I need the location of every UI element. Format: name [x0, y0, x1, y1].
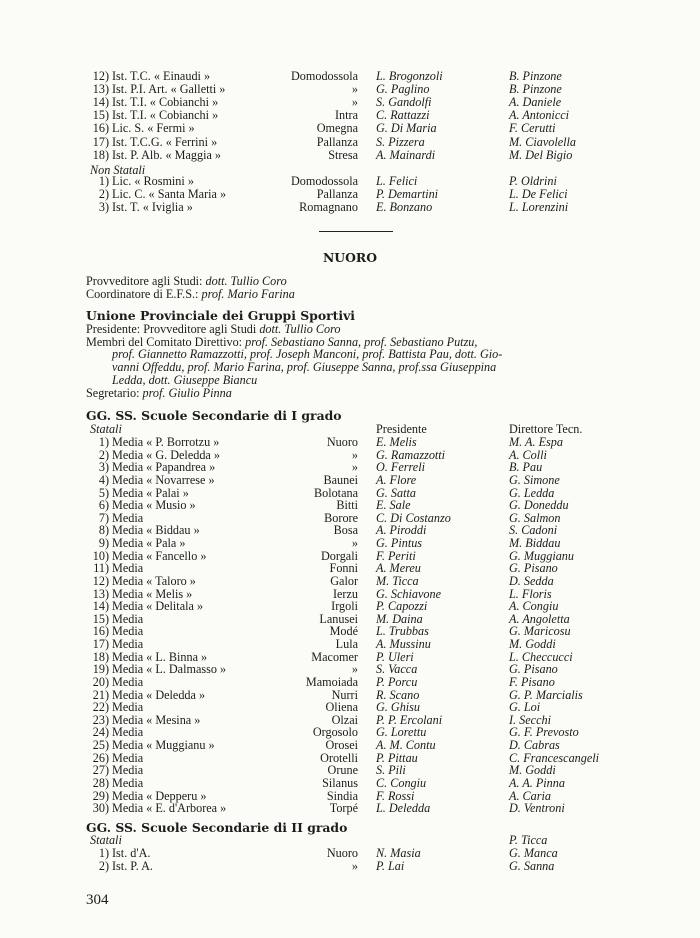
segretario-value: prof. Giulio Pinna [142, 386, 232, 400]
row-number: 17) [92, 134, 109, 149]
presidente-name: G. Di Maria [376, 121, 437, 136]
presidente-name: L. Brogonzoli [376, 69, 443, 83]
row-number: 13) [92, 82, 109, 97]
row-number: 17) [92, 637, 109, 652]
presidente-name: S. Vacca [376, 662, 418, 677]
city-name: Sindia [326, 788, 358, 803]
row-number: 19) [92, 662, 109, 677]
row-number: 3) [98, 460, 109, 475]
presidente-name: A. Mussinu [376, 637, 431, 652]
row-number: 1) [98, 435, 109, 449]
presidente-name: A. Mereu [376, 561, 421, 576]
presidente-name: G. Ramazzotti [376, 447, 446, 462]
city-name: Olzai [331, 712, 358, 727]
row-number: 25) [92, 738, 109, 753]
direttore-name: C. Francescangeli [509, 750, 600, 765]
city-name: Bosa [333, 523, 358, 538]
table-row [0, 83, 700, 96]
presidente-name: A. M. Contu [376, 738, 436, 753]
row-number: 21) [92, 687, 109, 702]
presidente-name: G. Ghisu [376, 700, 421, 715]
institute-name: Media [112, 700, 144, 715]
unione-heading: Unione Provinciale dei Gruppi Sportivi [86, 308, 355, 323]
row-number: 1) [98, 846, 109, 860]
page-number: 304 [86, 892, 109, 908]
institute-name: Media « L. Dalmasso » [112, 662, 227, 677]
presidente-name: G. Schiavone [376, 586, 441, 601]
membri-text-4: Ledda, dott. Giuseppe Biancu [112, 373, 258, 387]
city-name: Fonni [329, 561, 358, 576]
column-header-presidente: Presidente [376, 422, 427, 436]
city-name: Orune [327, 763, 358, 778]
direttore-name: L. Floris [509, 586, 552, 601]
direttore-name: M. Biddau [509, 536, 561, 551]
city-name: » [351, 858, 358, 873]
section-divider [319, 231, 393, 232]
presidente-name: S. Pili [376, 763, 406, 778]
city-name: Bitti [336, 498, 358, 513]
row-number: 26) [92, 750, 109, 765]
row-number: 28) [92, 776, 109, 790]
institute-name: Media [112, 750, 144, 765]
institute-name: Ist. T.I. « Cobianchi » [112, 108, 219, 123]
direttore-name: G. P. Marcialis [509, 687, 583, 702]
direttore-name: G. Maricosu [509, 624, 571, 639]
institute-name: Lic. S. « Fermi » [112, 121, 195, 136]
city-name: » [351, 460, 358, 475]
table-row [0, 575, 700, 588]
city-name: Modé [329, 624, 358, 639]
presidente-name: C. Rattazzi [376, 108, 430, 123]
direttore-name: G. F. Prevosto [509, 725, 579, 740]
presidente-name: S. Gandolfi [376, 95, 432, 110]
institute-name: Ist. T. « Iviglia » [112, 200, 193, 215]
institute-name: Media [112, 561, 144, 576]
institute-name: Ist. T.I. « Cobianchi » [112, 95, 219, 110]
gg2-heading: GG. SS. Scuole Secondarie di II grado [86, 820, 348, 835]
city-name: Torpé [329, 801, 358, 816]
institute-name: Ist. P.I. Art. « Galletti » [112, 82, 226, 97]
presidente-line [86, 323, 646, 336]
row-number: 27) [92, 763, 109, 778]
presidente-name: F. Rossi [376, 788, 415, 803]
direttore-name: D. Cabras [509, 738, 560, 753]
city-name: Baunei [323, 472, 358, 487]
direttore-name: G. Pisano [509, 561, 558, 576]
direttore-name: L. Lorenzini [509, 200, 569, 215]
presidente-name: A. Flore [376, 472, 417, 487]
direttore-name: A. Antonicci [509, 108, 570, 123]
membri-line-4 [112, 374, 672, 387]
direttore-name: B. Pau [509, 460, 543, 475]
presidente-name: R. Scano [376, 687, 420, 702]
institute-name: Media « Melis » [112, 586, 193, 601]
presidente-name: P. P. Ercolani [376, 712, 443, 727]
institute-name: Media « Biddau » [112, 523, 200, 538]
direttore-name: D. Sedda [509, 573, 554, 588]
membri-text-1: prof. Sebastiano Sanna, prof. Sebastiano Putzu, [245, 335, 478, 349]
direttore-name: L. De Felici [509, 187, 568, 202]
presidente-name: P. Demartini [376, 187, 439, 202]
presidente-name: G. Pintus [376, 536, 423, 551]
row-number: 8) [98, 523, 109, 538]
presidente-name: E. Melis [376, 435, 417, 449]
row-number: 15) [92, 611, 109, 626]
institute-name: Media « G. Deledda » [112, 447, 220, 462]
direttore-name: B. Pinzone [509, 69, 562, 83]
non-statali-label: Non Statali [90, 163, 146, 177]
institute-name: Lic. « Rosmini » [112, 174, 194, 188]
coordinatore-line [86, 288, 646, 301]
city-name: Stresa [328, 147, 358, 162]
city-name: Orosei [325, 738, 358, 753]
row-number: 7) [98, 510, 109, 525]
institute-name: Ist. T.C. « Einaudi » [112, 69, 211, 83]
table-row [0, 860, 700, 873]
direttore-name: A. Angoletta [509, 611, 570, 626]
institute-name: Media [112, 674, 144, 689]
city-name: » [351, 447, 358, 462]
city-name: Irgoli [331, 599, 358, 614]
direttore-name: G. Muggianu [509, 548, 574, 563]
presidente-name: P. Pittau [376, 750, 418, 765]
direttore-name: M. Ciavolella [509, 134, 577, 149]
direttore-name: M. Goddi [509, 637, 556, 652]
institute-name: Media « Musio » [112, 498, 196, 513]
row-number: 10) [92, 548, 109, 563]
presidente-name: P. Lai [376, 858, 405, 873]
direttore-name: G. Simone [509, 472, 560, 487]
row-number: 18) [92, 147, 109, 162]
row-number: 29) [92, 788, 109, 803]
direttore-name: L. Checcucci [509, 649, 573, 664]
presidente-name: E. Sale [376, 498, 411, 513]
row-number: 6) [98, 498, 109, 513]
row-number: 12) [92, 573, 109, 588]
presidente-name: E. Bonzano [376, 200, 433, 215]
direttore-name: G. Manca [509, 846, 558, 860]
institute-name: Media [112, 776, 144, 790]
row-number: 4) [98, 472, 109, 487]
city-name: » [351, 536, 358, 551]
presidente-label: Presidente: Provveditore agli Studi [86, 322, 257, 336]
row-number: 2) [98, 858, 109, 873]
table-row [0, 109, 700, 122]
direttore-name: G. Salmon [509, 510, 561, 525]
city-name: Lanusei [319, 611, 358, 626]
city-name: Domodossola [290, 174, 358, 188]
city-name: Nurri [331, 687, 358, 702]
city-name: Nuoro [326, 435, 358, 449]
city-name: Bolotana [313, 485, 358, 500]
city-name: Dorgali [320, 548, 358, 563]
table-row [0, 122, 700, 135]
gg2-extra-direttore: P. Ticca [509, 833, 548, 847]
column-header-direttore: Direttore Tecn. [509, 422, 583, 436]
direttore-name: A. Daniele [509, 95, 562, 110]
direttore-name: M. Goddi [509, 763, 556, 778]
institute-name: Media « Deledda » [112, 687, 206, 702]
presidente-name: C. Di Costanzo [376, 510, 451, 525]
city-name: » [351, 82, 358, 97]
direttore-name: G. Loi [509, 700, 541, 715]
presidente-name: O. Ferreli [376, 460, 425, 475]
row-number: 22) [92, 700, 109, 715]
city-name: Ierzu [332, 586, 358, 601]
row-number: 23) [92, 712, 109, 727]
city-name: Pallanza [316, 187, 358, 202]
row-number: 15) [92, 108, 109, 123]
membri-label: Membri del Comitato Direttivo: [86, 335, 243, 349]
membri-text-2: prof. Giannetto Ramazzotti, prof. Joseph Manconi, prof. Battista Pau, dott. Gio- [112, 347, 503, 361]
row-number: 12) [92, 69, 109, 83]
row-number: 2) [98, 447, 109, 462]
direttore-name: F. Cerutti [509, 121, 556, 136]
membri-line-2 [112, 348, 672, 361]
city-name: Silanus [322, 776, 358, 790]
institute-name: Media « Depperu » [112, 788, 207, 803]
institute-name: Media « Pala » [112, 536, 186, 551]
provveditore-label: Provveditore agli Studi: [86, 274, 203, 288]
institute-name: Ist. d'A. [112, 846, 151, 860]
direttore-name: F. Pisano [509, 674, 555, 689]
city-name: » [351, 95, 358, 110]
city-name: Domodossola [290, 69, 358, 83]
presidente-name: L. Deledda [376, 801, 431, 816]
presidente-name: A. Mainardi [376, 147, 436, 162]
row-number: 1) [98, 174, 109, 188]
direttore-name: A. Congiu [509, 599, 559, 614]
segretario-line [86, 387, 646, 400]
statali-label: Statali [90, 422, 122, 436]
coordinatore-value: prof. Mario Farina [201, 287, 295, 301]
institute-name: Lic. C. « Santa Maria » [112, 187, 227, 202]
institute-name: Media [112, 624, 144, 639]
row-number: 9) [98, 536, 109, 551]
institute-name: Ist. T.C.G. « Ferrini » [112, 134, 218, 149]
direttore-name: M. Del Bigio [509, 147, 573, 162]
table-row [0, 96, 700, 109]
row-number: 20) [92, 674, 109, 689]
city-name: Oliena [325, 700, 358, 715]
institute-name: Media « L. Binna » [112, 649, 208, 664]
table-row [0, 201, 700, 214]
institute-name: Media « Muggianu » [112, 738, 215, 753]
row-number: 14) [92, 599, 109, 614]
presidente-name: P. Uleri [376, 649, 414, 664]
membri-line-3 [112, 361, 672, 374]
table-row [0, 188, 700, 201]
institute-name: Media [112, 637, 144, 652]
provveditore-value: dott. Tullio Coro [205, 274, 287, 288]
presidente-name: P. Capozzi [376, 599, 428, 614]
direttore-name: D. Ventroni [509, 801, 565, 816]
direttore-name: G. Sanna [509, 858, 555, 873]
institute-name: Media « Taloro » [112, 573, 196, 588]
row-number: 3) [98, 200, 109, 215]
presidente-name: L. Trubbas [376, 624, 429, 639]
city-name: Pallanza [316, 134, 358, 149]
segretario-label: Segretario: [86, 386, 140, 400]
table-row [0, 70, 700, 83]
row-number: 13) [92, 586, 109, 601]
direttore-name: M. A. Espa [509, 435, 563, 449]
city-name: Orgosolo [312, 725, 358, 740]
institute-name: Media « Novarrese » [112, 472, 215, 487]
direttore-name: A. Caria [509, 788, 551, 803]
city-name: Lula [335, 637, 358, 652]
direttore-name: P. Oldrini [509, 174, 557, 188]
city-name: Mamoiada [305, 674, 358, 689]
direttore-name: A. A. Pinna [509, 776, 565, 790]
gg1-heading: GG. SS. Scuole Secondarie di I grado [86, 408, 342, 423]
institute-name: Media [112, 763, 144, 778]
row-number: 16) [92, 121, 109, 136]
presidente-name: G. Lorettu [376, 725, 427, 740]
gg2-statali-label: Statali [90, 833, 122, 847]
table-row [0, 175, 700, 188]
direttore-name: G. Pisano [509, 662, 558, 677]
row-number: 30) [92, 801, 109, 816]
row-number: 11) [93, 561, 109, 576]
presidente-name: L. Felici [376, 174, 418, 188]
table-row [0, 136, 700, 149]
section-title: NUORO [322, 250, 377, 265]
institute-name: Media « P. Borrotzu » [112, 435, 220, 449]
direttore-name: G. Ledda [509, 485, 555, 500]
institute-name: Media [112, 510, 144, 525]
city-name: Macomer [311, 649, 358, 664]
presidente-name: S. Pizzera [376, 134, 425, 149]
institute-name: Ist. P. A. [112, 858, 153, 873]
table-row [0, 149, 700, 162]
city-name: Intra [334, 108, 358, 123]
presidente-name: C. Congiu [376, 776, 427, 790]
row-number: 18) [92, 649, 109, 664]
institute-name: Media « Papandrea » [112, 460, 216, 475]
presidente-value: dott. Tullio Coro [259, 322, 341, 336]
table-row [0, 474, 700, 487]
presidente-name: M. Ticca [376, 573, 419, 588]
city-name: Galor [330, 573, 358, 588]
institute-name: Media « Delitala » [112, 599, 204, 614]
presidente-name: N. Masia [376, 846, 421, 860]
row-number: 16) [92, 624, 109, 639]
institute-name: Ist. P. Alb. « Maggia » [112, 147, 222, 162]
presidente-name: F. Periti [376, 548, 416, 563]
coordinatore-label: Coordinatore di E.F.S.: [86, 287, 199, 301]
direttore-name: G. Doneddu [509, 498, 569, 513]
city-name: Omegna [316, 121, 358, 136]
presidente-name: P. Porcu [376, 674, 418, 689]
membri-text-3: vanni Offeddu, prof. Mario Farina, prof. Giuseppe Sanna, prof.ssa Giuseppina [112, 360, 497, 374]
city-name: » [351, 662, 358, 677]
institute-name: Media [112, 725, 144, 740]
institute-name: Media « Palai » [112, 485, 189, 500]
presidente-name: G. Paglino [376, 82, 430, 97]
direttore-name: S. Cadoni [509, 523, 558, 538]
institute-name: Media « Mesina » [112, 712, 201, 727]
presidente-name: M. Daina [376, 611, 423, 626]
provveditore-line [86, 275, 646, 288]
institute-name: Media « E. d'Arborea » [112, 801, 227, 816]
city-name: Orotelli [320, 750, 358, 765]
presidente-name: G. Satta [376, 485, 416, 500]
direttore-name: I. Secchi [509, 712, 551, 727]
row-number: 24) [92, 725, 109, 740]
direttore-name: A. Colli [509, 447, 547, 462]
institute-name: Media « Fancello » [112, 548, 207, 563]
row-number: 14) [92, 95, 109, 110]
presidente-name: A. Piroddi [376, 523, 427, 538]
institute-name: Media [112, 611, 144, 626]
row-number: 5) [98, 485, 109, 500]
city-name: Romagnano [299, 200, 358, 215]
city-name: Borore [324, 510, 358, 525]
row-number: 2) [98, 187, 109, 202]
city-name: Nuoro [326, 846, 358, 860]
direttore-name: B. Pinzone [509, 82, 562, 97]
table-row [0, 802, 700, 815]
